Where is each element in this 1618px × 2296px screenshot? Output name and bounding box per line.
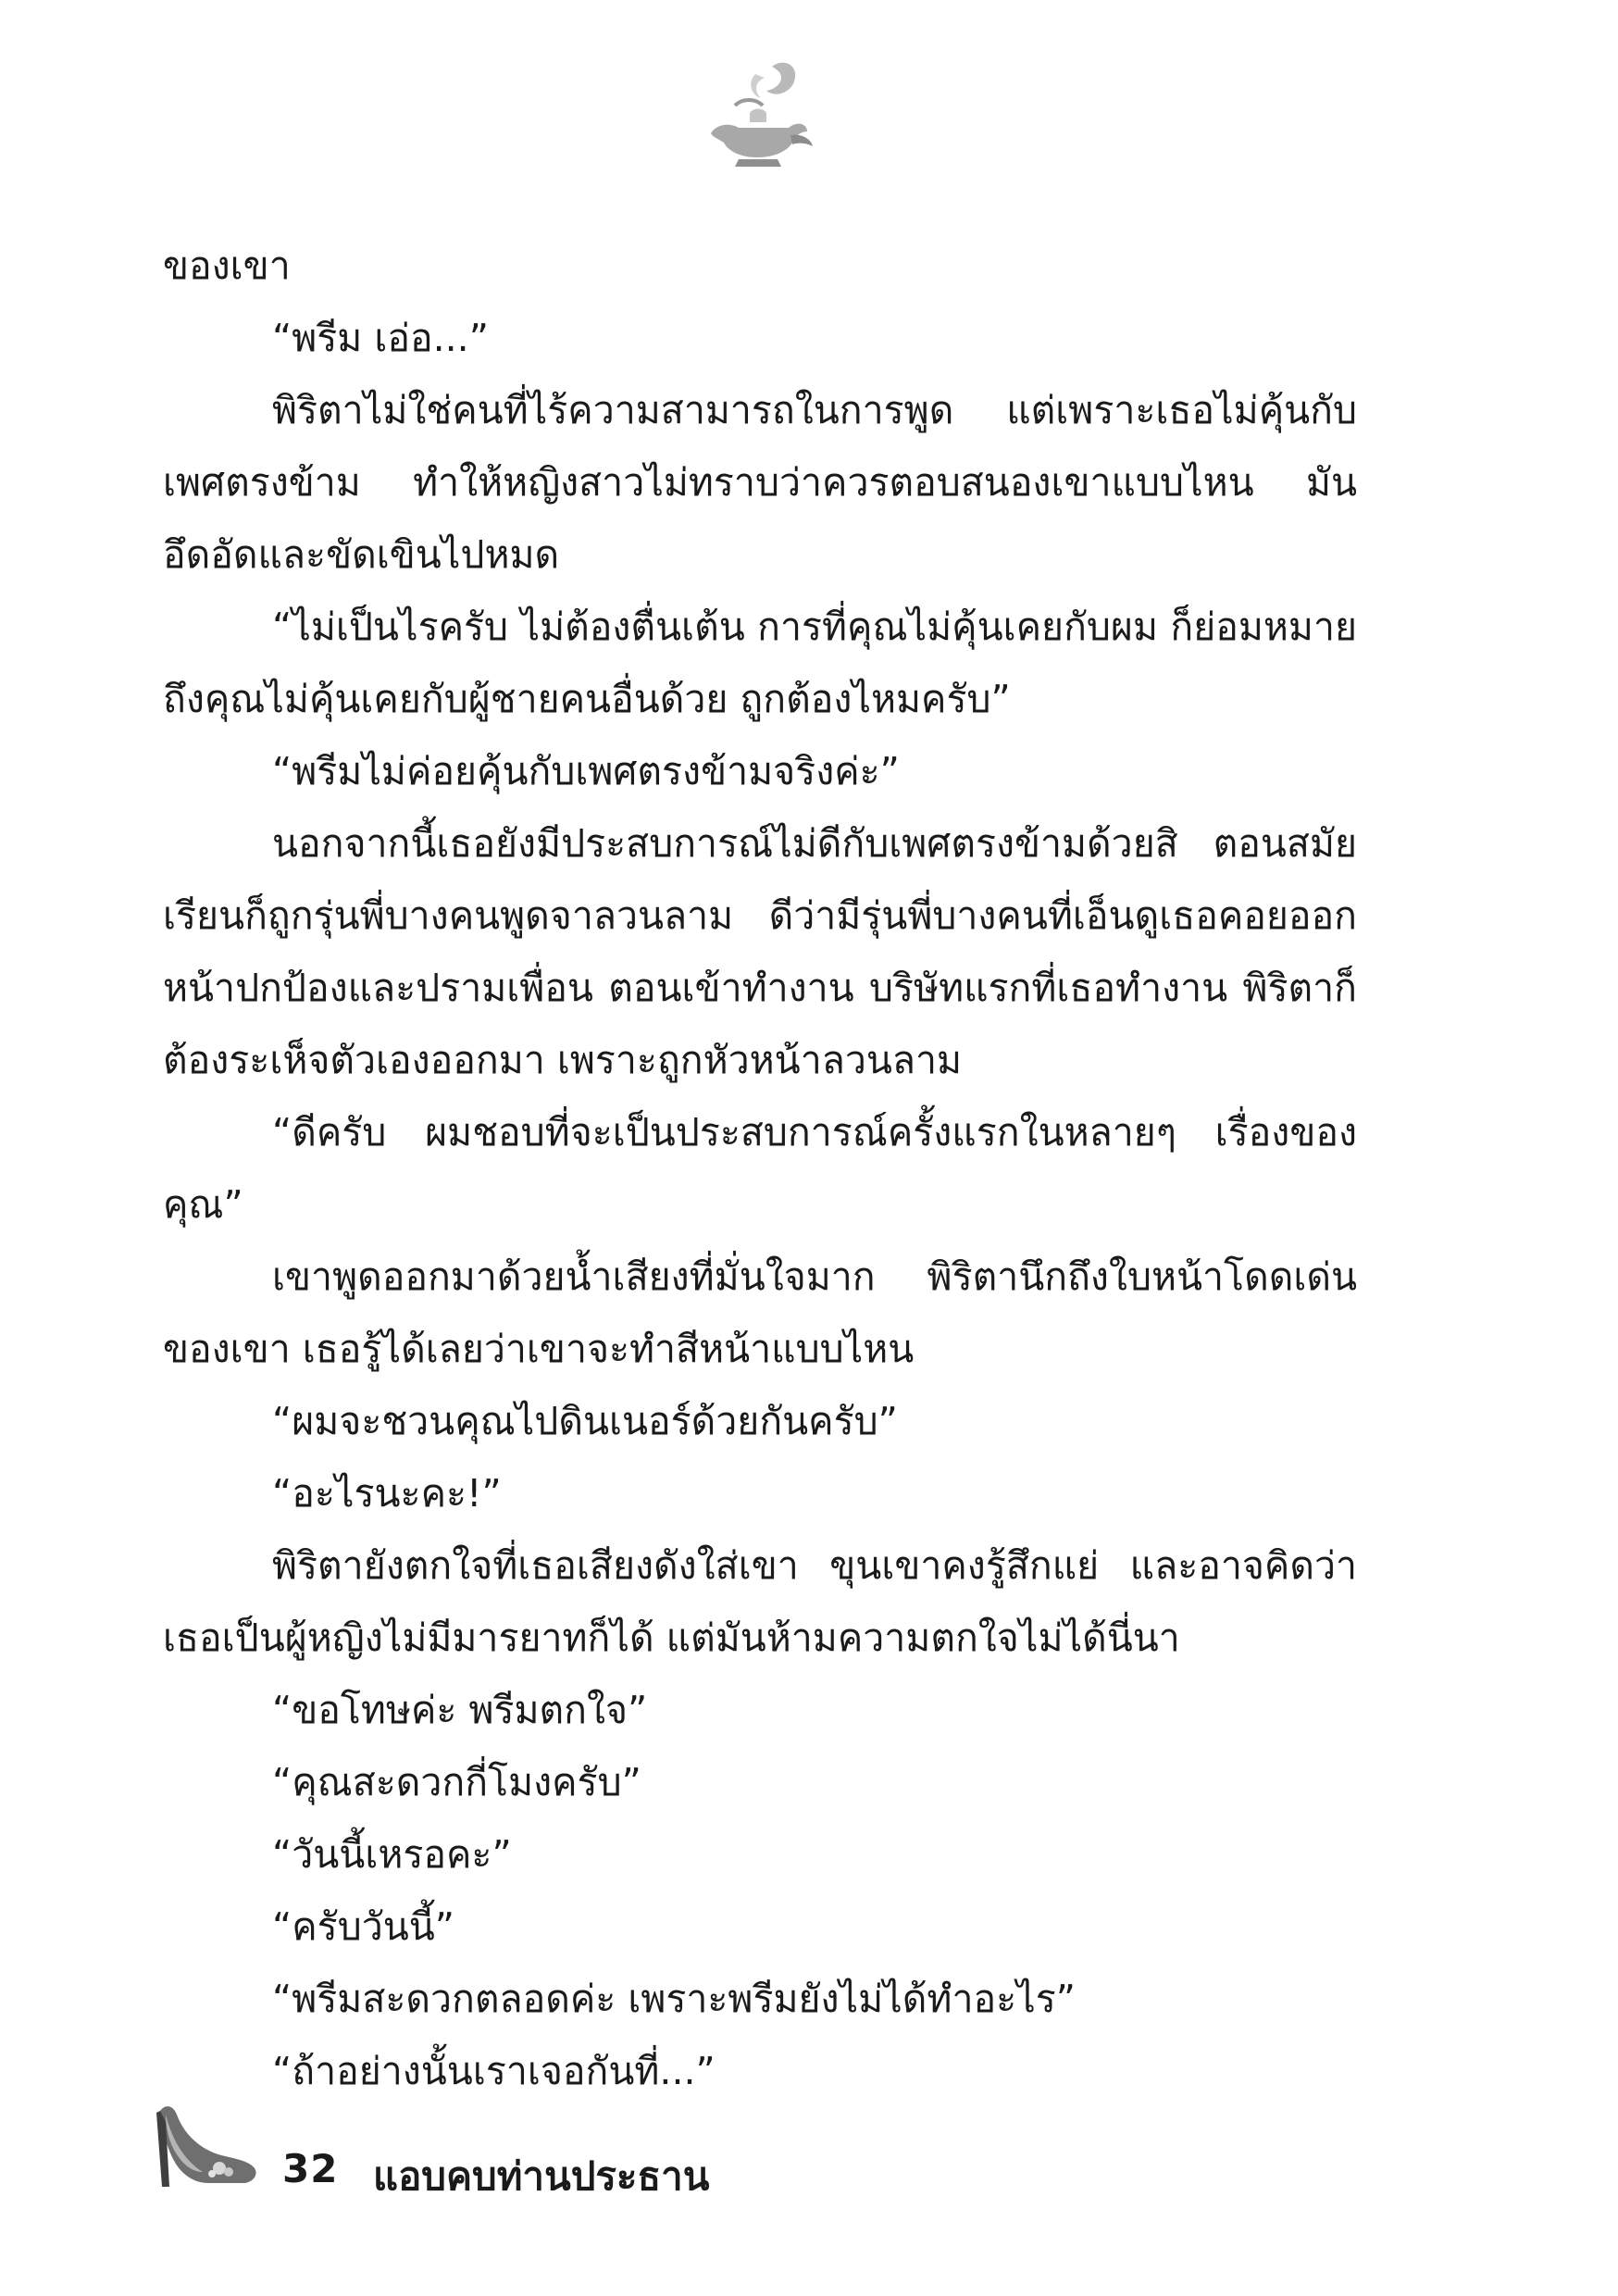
paragraph-11: พิริตายังตกใจที่เธอเสียงดังใส่เขา ขุนเขาคงรู้สึกแย่ และอาจคิดว่าเธอเป็นผู้หญิงไม่มีมารยาทก็ได้ แต่มันห้ามความตกใจไม่ได้นี่นา [163,1543,1357,1660]
paragraph-9: “ผมจะชวนคุณไปดินเนอร์ด้วยกันครับ” [272,1399,898,1443]
paragraph-7: “ดีครับ ผมชอบที่จะเป็นประสบการณ์ครั้งแรกในหลายๆ เรื่องของคุณ” [163,1110,1357,1227]
paragraph-16: “พรีมสะดวกตลอดค่ะ เพราะพรีมยังไม่ได้ทำอะไร” [272,1977,1077,2021]
paragraph-6: นอกจากนี้เธอยังมีประสบการณ์ไม่ดีกับเพศตรงข้ามด้วยสิ ตอนสมัยเรียนก็ถูกรุ่นพี่บางคนพูดจาลวนลาม ดีว่ามีรุ่นพี่บางคนที่เอ็นดูเธอคอยออกหน้าปกป้องและปรามเพื่อน ตอนเข้าทำงาน บริษัทแรกที่เธอทำงาน พิริตาก็ต้องระเห็จตัวเองออกมา เพราะถูกหัวหน้าลวนลาม [163,821,1357,1082]
paragraph-8: เขาพูดออกมาด้วยน้ำเสียงที่มั่นใจมาก พิริตานึกถึงใบหน้าโดดเด่นของเขา เธอรู้ได้เลยว่าเขาจะทำสีหน้าแบบไหน [163,1254,1357,1371]
paragraph-2: “พรีม เอ่อ...” [272,316,489,360]
paragraph-5: “พรีมไม่ค่อยคุ้นกับเพศตรงข้ามจริงค่ะ” [272,749,900,793]
page-number: 32 [282,2146,339,2191]
paragraph-13: “คุณสะดวกกี่โมงครับ” [272,1760,641,1804]
page-footer [153,2094,1356,2224]
paragraph-10: “อะไรนะคะ!” [272,1471,502,1516]
paragraph-17: “ถ้าอย่างนั้นเราเจอกันที่...” [272,2049,716,2093]
high-heel-shoe-icon [153,2094,262,2196]
paragraph-3: พิริตาไม่ใช่คนที่ไร้ความสามารถในการพูด แต่เพราะเธอไม่คุ้นกับเพศตรงข้าม ทำให้หญิงสาวไม่ทราบว่าควรตอบสนองเขาแบบไหน มันอึดอัดและขัดเขินไปหมด [163,388,1357,577]
genie-lamp-icon [698,57,818,178]
book-title: แอบคบท่านประธาน [373,2153,710,2199]
paragraph-15: “ครับวันนี้” [272,1904,455,1949]
body-text [163,230,1357,2107]
paragraph-14: “วันนี้เหรอคะ” [272,1832,512,1877]
paragraph-12: “ขอโทษค่ะ พรีมตกใจ” [272,1688,648,1732]
paragraph-1: ของเขา [163,243,291,288]
paragraph-4: “ไม่เป็นไรครับ ไม่ต้องตื่นเต้น การที่คุณไม่คุ้นเคยกับผม ก็ย่อมหมายถึงคุณไม่คุ้นเคยกับผู้ชายคนอื่นด้วย ถูกต้องไหมครับ” [163,605,1357,721]
